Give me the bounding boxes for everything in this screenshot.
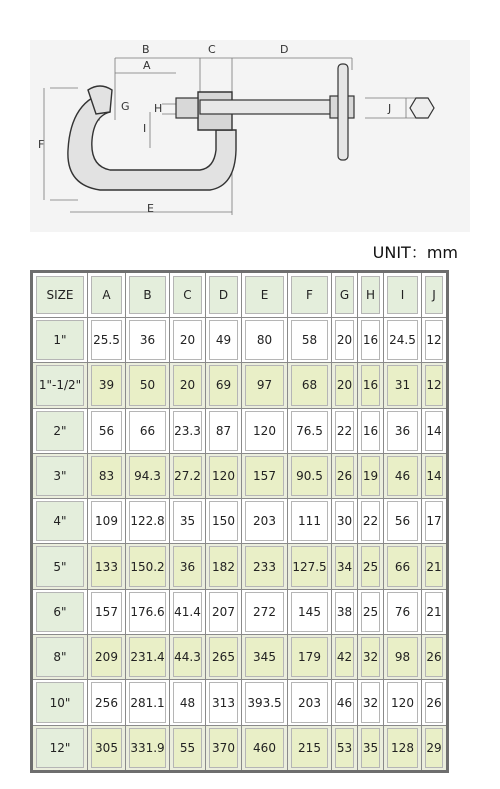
cell-value: 345 — [245, 637, 284, 677]
cell-value: 16 — [361, 320, 380, 360]
header-col-j — [422, 272, 448, 318]
cell-value: 176.6 — [129, 592, 166, 632]
cell-value: 32 — [361, 637, 380, 677]
cell-value: 22 — [335, 411, 354, 451]
cell-value: 87 — [209, 411, 238, 451]
value-cell-a — [88, 453, 126, 498]
header-col-h — [358, 272, 384, 318]
value-cell-c — [170, 408, 206, 453]
table-row — [32, 544, 448, 589]
value-cell-i — [384, 453, 422, 498]
cell-value: 157 — [245, 456, 284, 496]
cell-value: 157 — [91, 592, 122, 632]
cell-value: 150 — [209, 501, 238, 541]
value-cell-b — [126, 544, 170, 589]
value-cell-i — [384, 680, 422, 725]
value-cell-e — [242, 499, 288, 544]
header-cell-label: J — [425, 276, 443, 314]
value-cell-e — [242, 408, 288, 453]
value-cell-i — [384, 363, 422, 408]
cell-value: 207 — [209, 592, 238, 632]
value-cell-e — [242, 680, 288, 725]
value-cell-h — [358, 453, 384, 498]
cell-value: 203 — [291, 682, 328, 722]
cell-value: 90.5 — [291, 456, 328, 496]
header-col-d — [206, 272, 242, 318]
cell-value: 5" — [36, 546, 84, 586]
value-cell-a — [88, 589, 126, 634]
cell-value: 17 — [425, 501, 443, 541]
table-row — [32, 725, 448, 771]
value-cell-d — [206, 544, 242, 589]
cell-value: 76 — [387, 592, 418, 632]
value-cell-g — [332, 318, 358, 363]
value-cell-e — [242, 544, 288, 589]
value-cell-d — [206, 363, 242, 408]
value-cell-b — [126, 453, 170, 498]
cell-value: 26 — [425, 682, 443, 722]
label-j: J — [388, 102, 392, 115]
cell-value: 25 — [361, 546, 380, 586]
cell-value: 26 — [425, 637, 443, 677]
cell-value: 231.4 — [129, 637, 166, 677]
cell-value: 66 — [129, 411, 166, 451]
value-cell-j — [422, 408, 448, 453]
header-col-g — [332, 272, 358, 318]
cell-value: 24.5 — [387, 320, 418, 360]
value-cell-j — [422, 635, 448, 680]
cell-value: 460 — [245, 728, 284, 768]
value-cell-f — [288, 544, 332, 589]
cell-value: 150.2 — [129, 546, 166, 586]
value-cell-c — [170, 589, 206, 634]
size-cell — [32, 635, 88, 680]
value-cell-j — [422, 453, 448, 498]
cell-value: 25.5 — [91, 320, 122, 360]
cell-value: 36 — [173, 546, 202, 586]
header-cell-label: A — [91, 276, 122, 314]
value-cell-a — [88, 499, 126, 544]
value-cell-d — [206, 635, 242, 680]
value-cell-i — [384, 544, 422, 589]
header-cell-label: B — [129, 276, 166, 314]
cell-value: 313 — [209, 682, 238, 722]
value-cell-b — [126, 318, 170, 363]
cell-value: 56 — [387, 501, 418, 541]
cell-value: 41.4 — [173, 592, 202, 632]
value-cell-g — [332, 363, 358, 408]
cell-value: 21 — [425, 546, 443, 586]
header-col-i — [384, 272, 422, 318]
value-cell-h — [358, 544, 384, 589]
header-cell-label: I — [387, 276, 418, 314]
value-cell-d — [206, 408, 242, 453]
value-cell-h — [358, 635, 384, 680]
value-cell-g — [332, 499, 358, 544]
value-cell-b — [126, 725, 170, 771]
value-cell-j — [422, 589, 448, 634]
value-cell-e — [242, 725, 288, 771]
cell-value: 331.9 — [129, 728, 166, 768]
value-cell-a — [88, 725, 126, 771]
cell-value: 179 — [291, 637, 328, 677]
value-cell-i — [384, 725, 422, 771]
cell-value: 122.8 — [129, 501, 166, 541]
value-cell-j — [422, 318, 448, 363]
value-cell-f — [288, 363, 332, 408]
header-cell-label: E — [245, 276, 284, 314]
cell-value: 1"-1/2" — [36, 365, 84, 405]
cell-value: 53 — [335, 728, 354, 768]
size-cell — [32, 589, 88, 634]
cell-value: 38 — [335, 592, 354, 632]
value-cell-b — [126, 680, 170, 725]
value-cell-g — [332, 635, 358, 680]
cell-value: 2" — [36, 411, 84, 451]
value-cell-j — [422, 680, 448, 725]
value-cell-g — [332, 544, 358, 589]
value-cell-d — [206, 725, 242, 771]
size-cell — [32, 318, 88, 363]
size-cell — [32, 408, 88, 453]
cell-value: 272 — [245, 592, 284, 632]
header-cell-label: F — [291, 276, 328, 314]
label-f: F — [38, 138, 45, 151]
value-cell-a — [88, 635, 126, 680]
label-b: B — [142, 43, 150, 56]
cell-value: 26 — [335, 456, 354, 496]
label-e: E — [147, 202, 154, 215]
cell-value: 10" — [36, 682, 84, 722]
label-a: A — [143, 59, 151, 72]
cell-value: 55 — [173, 728, 202, 768]
value-cell-f — [288, 408, 332, 453]
cell-value: 8" — [36, 637, 84, 677]
value-cell-a — [88, 318, 126, 363]
cell-value: 111 — [291, 501, 328, 541]
cell-value: 56 — [91, 411, 122, 451]
value-cell-a — [88, 408, 126, 453]
cell-value: 76.5 — [291, 411, 328, 451]
cell-value: 36 — [129, 320, 166, 360]
value-cell-f — [288, 589, 332, 634]
value-cell-c — [170, 725, 206, 771]
cell-value: 31 — [387, 365, 418, 405]
value-cell-i — [384, 408, 422, 453]
size-cell — [32, 453, 88, 498]
label-g: G — [121, 100, 130, 113]
table-row — [32, 589, 448, 634]
value-cell-c — [170, 635, 206, 680]
value-cell-a — [88, 680, 126, 725]
value-cell-e — [242, 318, 288, 363]
value-cell-h — [358, 408, 384, 453]
c-clamp-diagram — [30, 40, 470, 232]
cell-value: 66 — [387, 546, 418, 586]
cell-value: 14 — [425, 456, 443, 496]
cell-value: 12" — [36, 728, 84, 768]
value-cell-j — [422, 363, 448, 408]
cell-value: 25 — [361, 592, 380, 632]
size-spec-table — [30, 270, 449, 773]
value-cell-f — [288, 635, 332, 680]
cell-value: 46 — [335, 682, 354, 722]
value-cell-c — [170, 680, 206, 725]
cell-value: 30 — [335, 501, 354, 541]
value-cell-f — [288, 318, 332, 363]
value-cell-h — [358, 318, 384, 363]
label-i: I — [143, 122, 147, 135]
value-cell-i — [384, 635, 422, 680]
cell-value: 49 — [209, 320, 238, 360]
cell-value: 20 — [173, 365, 202, 405]
label-h: H — [154, 102, 163, 115]
cell-value: 27.2 — [173, 456, 202, 496]
value-cell-h — [358, 589, 384, 634]
header-col-a — [88, 272, 126, 318]
cell-value: 12 — [425, 320, 443, 360]
table-row — [32, 635, 448, 680]
cell-value: 22 — [361, 501, 380, 541]
cell-value: 4" — [36, 501, 84, 541]
value-cell-h — [358, 363, 384, 408]
cell-value: 20 — [335, 320, 354, 360]
screw-spindle — [176, 64, 434, 160]
cell-value: 281.1 — [129, 682, 166, 722]
value-cell-i — [384, 318, 422, 363]
cell-value: 1" — [36, 320, 84, 360]
cell-value: 3" — [36, 456, 84, 496]
table-row — [32, 499, 448, 544]
cell-value: 46 — [387, 456, 418, 496]
value-cell-i — [384, 589, 422, 634]
cell-value: 182 — [209, 546, 238, 586]
cell-value: 44.3 — [173, 637, 202, 677]
cell-value: 265 — [209, 637, 238, 677]
table-row — [32, 408, 448, 453]
cell-value: 209 — [91, 637, 122, 677]
value-cell-e — [242, 635, 288, 680]
value-cell-e — [242, 589, 288, 634]
value-cell-g — [332, 408, 358, 453]
cell-value: 19 — [361, 456, 380, 496]
cell-value: 120 — [245, 411, 284, 451]
table-body — [32, 318, 448, 772]
cell-value: 215 — [291, 728, 328, 768]
cell-value: 68 — [291, 365, 328, 405]
value-cell-e — [242, 363, 288, 408]
cell-value: 32 — [361, 682, 380, 722]
cell-value: 42 — [335, 637, 354, 677]
value-cell-f — [288, 725, 332, 771]
unit-label: UNIT：mm — [372, 243, 458, 262]
cell-value: 83 — [91, 456, 122, 496]
cell-value: 370 — [209, 728, 238, 768]
cell-value: 14 — [425, 411, 443, 451]
size-cell — [32, 680, 88, 725]
cell-value: 80 — [245, 320, 284, 360]
value-cell-a — [88, 544, 126, 589]
cell-value: 35 — [173, 501, 202, 541]
cell-value: 20 — [173, 320, 202, 360]
header-cell-label: D — [209, 276, 238, 314]
value-cell-d — [206, 318, 242, 363]
label-d: D — [280, 43, 289, 56]
cell-value: 29 — [425, 728, 443, 768]
value-cell-d — [206, 453, 242, 498]
cell-value: 203 — [245, 501, 284, 541]
c-clamp-drawing — [30, 40, 470, 232]
value-cell-f — [288, 499, 332, 544]
cell-value: 21 — [425, 592, 443, 632]
header-col-e — [242, 272, 288, 318]
cell-value: 35 — [361, 728, 380, 768]
value-cell-g — [332, 453, 358, 498]
size-cell — [32, 363, 88, 408]
cell-value: 305 — [91, 728, 122, 768]
cell-value: 120 — [209, 456, 238, 496]
value-cell-d — [206, 589, 242, 634]
value-cell-b — [126, 408, 170, 453]
value-cell-f — [288, 453, 332, 498]
value-cell-b — [126, 589, 170, 634]
value-cell-c — [170, 318, 206, 363]
value-cell-d — [206, 499, 242, 544]
cell-value: 50 — [129, 365, 166, 405]
value-cell-g — [332, 589, 358, 634]
cell-value: 97 — [245, 365, 284, 405]
cell-value: 120 — [387, 682, 418, 722]
cell-value: 6" — [36, 592, 84, 632]
cell-value: 69 — [209, 365, 238, 405]
cell-value: 36 — [387, 411, 418, 451]
value-cell-c — [170, 363, 206, 408]
value-cell-g — [332, 680, 358, 725]
label-c: C — [208, 43, 216, 56]
value-cell-d — [206, 680, 242, 725]
header-col-b — [126, 272, 170, 318]
header-cell-label: SIZE — [36, 276, 84, 314]
value-cell-c — [170, 453, 206, 498]
cell-value: 58 — [291, 320, 328, 360]
cell-value: 23.3 — [173, 411, 202, 451]
header-cell-label: G — [335, 276, 354, 314]
cell-value: 127.5 — [291, 546, 328, 586]
value-cell-j — [422, 499, 448, 544]
value-cell-j — [422, 544, 448, 589]
value-cell-h — [358, 725, 384, 771]
value-cell-j — [422, 725, 448, 771]
header-col-c — [170, 272, 206, 318]
table-row — [32, 680, 448, 725]
header-cell-label: C — [173, 276, 202, 314]
cell-value: 233 — [245, 546, 284, 586]
value-cell-f — [288, 680, 332, 725]
cell-value: 393.5 — [245, 682, 284, 722]
cell-value: 133 — [91, 546, 122, 586]
value-cell-h — [358, 680, 384, 725]
cell-value: 109 — [91, 501, 122, 541]
header-cell-label: H — [361, 276, 380, 314]
cell-value: 20 — [335, 365, 354, 405]
cell-value: 12 — [425, 365, 443, 405]
value-cell-g — [332, 725, 358, 771]
cell-value: 145 — [291, 592, 328, 632]
header-col-f — [288, 272, 332, 318]
value-cell-c — [170, 499, 206, 544]
table-row — [32, 318, 448, 363]
cell-value: 34 — [335, 546, 354, 586]
table-row — [32, 453, 448, 498]
size-cell — [32, 544, 88, 589]
table-header-row — [32, 272, 448, 318]
value-cell-b — [126, 635, 170, 680]
value-cell-b — [126, 499, 170, 544]
cell-value: 128 — [387, 728, 418, 768]
value-cell-e — [242, 453, 288, 498]
cell-value: 48 — [173, 682, 202, 722]
value-cell-h — [358, 499, 384, 544]
table-row — [32, 363, 448, 408]
size-cell — [32, 499, 88, 544]
value-cell-a — [88, 363, 126, 408]
header-size — [32, 272, 88, 318]
value-cell-i — [384, 499, 422, 544]
value-cell-c — [170, 544, 206, 589]
cell-value: 16 — [361, 411, 380, 451]
size-cell — [32, 725, 88, 771]
cell-value: 94.3 — [129, 456, 166, 496]
value-cell-b — [126, 363, 170, 408]
cell-value: 98 — [387, 637, 418, 677]
cell-value: 39 — [91, 365, 122, 405]
cell-value: 16 — [361, 365, 380, 405]
cell-value: 256 — [91, 682, 122, 722]
